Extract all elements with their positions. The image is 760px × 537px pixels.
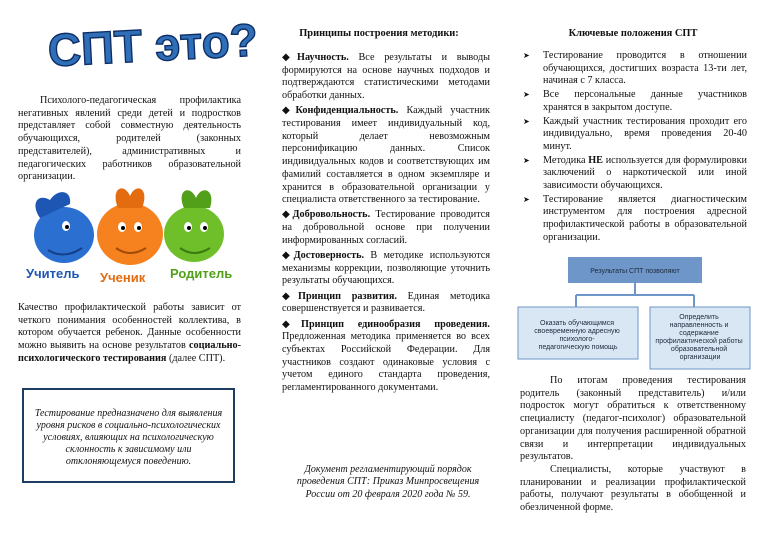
diagram-right-line: Определить — [679, 314, 719, 321]
list-item-bold: НЕ — [588, 154, 603, 166]
blue-whale-icon — [34, 192, 94, 263]
principle-name: Научность. — [297, 52, 349, 63]
diagram-right-line: содержание — [679, 330, 719, 337]
list-item-text: используется для формулировки заключений о наркотической или иной зависимости обучающихся. — [543, 154, 747, 192]
principle-text: Все результаты и выводы формируются на основе научных подходов и подтверждаются статистическими методами обработки данных. — [282, 52, 490, 102]
diagram-right-line: направленность и — [669, 322, 729, 329]
principle-name: Конфиденциальность. — [295, 105, 399, 117]
principle-item: ◆Принцип развития. Единая методика совершенствуется и развивается. — [282, 290, 490, 315]
principles-heading: Принципы построения методики: — [299, 28, 459, 39]
intro-paragraph: Психолого-педагогическая профилактика негативных явлений среди детей и подростков представляет собой совместную деятельность обучающихся, родителей (законных представителей), административных и педагогических работников образовательной организации. — [18, 95, 241, 183]
arrow-bullet-icon: ➤ — [523, 90, 530, 100]
arrow-bullet-icon: ➤ — [523, 51, 530, 60]
quality-bold: социально-психологического тестирования — [18, 340, 241, 364]
diagram-connector — [576, 283, 694, 307]
green-whale-icon — [164, 190, 224, 262]
panel-right — [506, 0, 760, 537]
principle-text: Предложенная методика применяется во всех субъектах Российской Федерации. Для участников создают одинаковые условия с учетом единого стандарта проведения, регламентированного документами. — [282, 331, 490, 394]
principle-name: Принцип единообразия проведения. — [301, 318, 490, 330]
principle-name: Достоверность. — [293, 250, 365, 262]
list-item — [519, 194, 747, 245]
list-item-text: Тестирование проводится в отношении обучающихся, достигших возраста 13-ти лет, начиная с 7 класса. — [543, 50, 747, 87]
info-box — [22, 388, 235, 483]
list-item-text: Тестирование является диагностическим инструментом для построения адресной профилактической работы в образовательной организации. — [543, 193, 747, 243]
list-item-text: Каждый участник тестирования проходит его индивидуально, время проведения 20-40 минут. — [543, 115, 747, 152]
results-paragraph-1: По итогам проведения тестирования родитель (законный представитель) и/или подросток могут обратиться к ответственному специалисту (педагог-психолог) образовательной организации для получения расширенной обратной связи и интерпретации индивидуальных результатов. — [520, 375, 746, 463]
diagram-right-line: организации — [679, 354, 721, 361]
principles-list — [282, 52, 490, 397]
list-item-text: Все персональные данные участников хранятся в закрытом доступе. — [543, 89, 747, 113]
whale-label-parent: Родитель — [170, 266, 233, 281]
quality-paragraph — [18, 302, 241, 366]
arrow-bullet-icon: ➤ — [523, 116, 530, 126]
list-item — [519, 50, 747, 88]
orange-whale-icon — [97, 188, 163, 265]
whales-illustration — [20, 178, 240, 286]
principle-item: ◆Принцип единообразия проведения. Предложенная методика применяется во всех субъектах Российской Федерации. Для участников создают одинаковые условия с учетом единого стандарта проведения, регламентированного документами. — [282, 318, 490, 394]
principle-text: Единая методика совершенствуется и развивается. — [282, 290, 490, 315]
diagram-top-text: Результаты СПТ позволяют — [590, 268, 680, 275]
principle-text: Каждый участник тестирования имеет индивидуальный код, который делает невозможным персонификацию данных. Список индивидуальных кодов и соответствующих им фамилий составляется в одном экземпляре и хранится в образовательной организации у специалиста ответственного за тестирование. — [282, 105, 490, 206]
document-reference: Документ регламентирующий порядок проведения СПТ: Приказ Минпросвещения России от 20 февраля 2020 года № 59. — [296, 464, 480, 500]
arrow-bullet-icon: ➤ — [523, 194, 530, 204]
diagram-left-line: психолого- — [559, 336, 595, 343]
list-item — [519, 116, 747, 154]
principle-name: Добровольность. — [292, 209, 371, 221]
panel-middle — [252, 0, 506, 537]
list-item — [519, 155, 747, 193]
panel-left — [0, 0, 260, 537]
key-points-list — [519, 50, 747, 246]
whale-label-student: Ученик — [100, 270, 146, 285]
arrow-bullet-icon: ➤ — [523, 155, 530, 165]
diagram-right-line: образовательной — [670, 346, 728, 353]
title-logo — [42, 10, 260, 80]
results-section — [520, 375, 746, 515]
principle-name: Принцип развития. — [298, 290, 397, 302]
title-text: СПТ это? — [46, 13, 260, 77]
principle-item: ◆Достоверность. В методике используются механизмы коррекции, позволяющие уточнить результаты обучающихся. — [282, 250, 491, 287]
diagram-left-line: педагогическую помощь — [538, 344, 618, 351]
list-item-text: Методика — [543, 154, 589, 166]
quality-text: Качество профилактической работы зависит от четкого понимания особенностей коллектива, в котором обучается ребенок. Данные особенности можно выявить на основе результатов — [18, 302, 241, 352]
principle-item: ◆Добровольность. Тестирование проводится на добровольной основе при получении информированных согласий. — [282, 209, 490, 246]
principle-item: ◆Научность. Все результаты и выводы формируются на основе научных подходов и подтверждаются статистическими методами обработки данных. — [282, 52, 490, 102]
diagram-right-line: профилактической работы — [655, 338, 743, 345]
list-item — [519, 89, 747, 114]
principle-text: В методике используются механизмы коррекции, позволяющие уточнить результаты обучающихся. — [282, 250, 491, 287]
results-diagram — [516, 255, 752, 375]
key-points-heading: Ключевые положения СПТ — [568, 28, 698, 39]
diagram-left-line: своевременную адресную — [534, 328, 620, 335]
results-paragraph-2: Специалисты, которые участвуют в планировании и реализации профилактической работы, получают результаты в обобщенной и обезличенной форме. — [520, 463, 746, 514]
quality-tail: (далее СПТ). — [166, 352, 226, 364]
whale-label-teacher: Учитель — [26, 266, 80, 281]
principle-item: ◆Конфиденциальность. Каждый участник тестирования имеет индивидуальный код, который делает невозможным персонификацию данных. Список индивидуальных кодов и соответствующих им фамилий составляется в одном экземпляре и хранится в образовательной организации у специалиста ответственного за тестирование. — [282, 105, 490, 206]
principle-text: Тестирование проводится на добровольной основе при получении информированных согласий. — [282, 209, 490, 246]
info-box-text: Тестирование предназначено для выявления уровня рисков в социально-психологических условиях, влияющих на психологическую склонность к зависимому или отклоняющемуся поведению. — [34, 408, 223, 467]
diagram-left-line: Оказать обучающимся — [540, 320, 615, 327]
